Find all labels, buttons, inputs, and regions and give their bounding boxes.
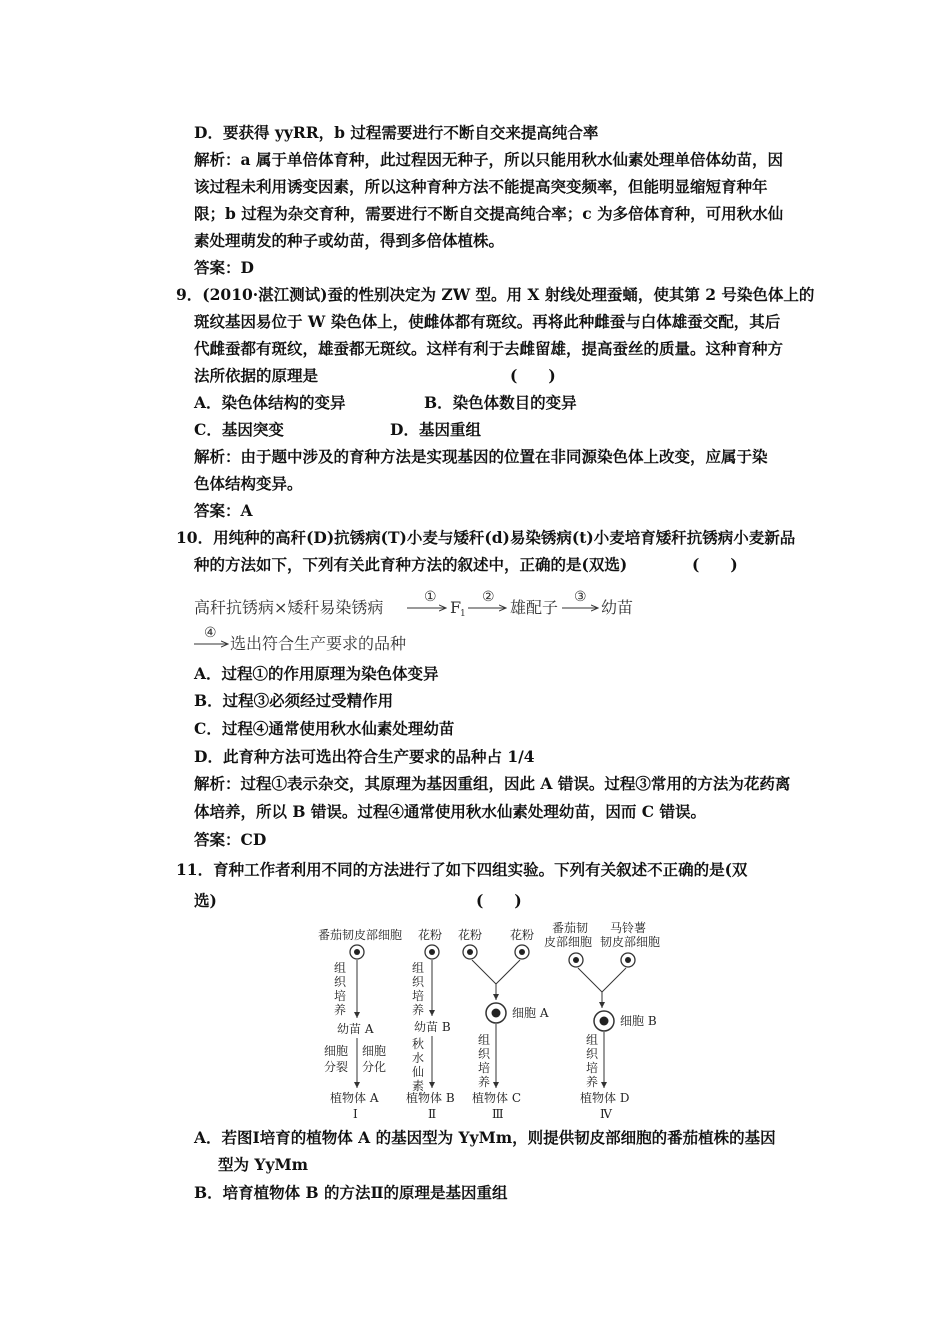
q9-answer: 答案：A xyxy=(194,501,253,520)
q11-option-b: B．培育植物体 B 的方法Ⅱ的原理是基因重组 xyxy=(194,1183,508,1202)
q9-explanation-line-2: 色体结构变异。 xyxy=(194,474,303,493)
g4-top-left-label-1: 番茄韧 xyxy=(552,921,589,935)
g3-step-char-1: 组 xyxy=(478,1033,491,1047)
g1-right-label-2: 分化 xyxy=(362,1060,387,1074)
g4-number: Ⅳ xyxy=(600,1107,612,1121)
q8-answer: 答案：D xyxy=(194,258,254,277)
q10-answer-parentheses: ( ) xyxy=(692,555,738,574)
q9-stem-line-4: 法所依据的原理是 xyxy=(194,366,319,385)
q9-stem-line-1: 9．(2010·湛江测试)蚕的性别决定为 ZW 型。用 X 射线处理蚕蛹，使其第 2 号染色体上的 xyxy=(176,285,815,304)
g1-step-char-2: 织 xyxy=(334,975,347,989)
q9-stem-line-2: 斑纹基因易位于 W 染色体上，使雌体都有斑纹。再将此种雌蚕与白体雄蚕交配，其后 xyxy=(194,312,781,331)
g2-treat-char-2: 水 xyxy=(412,1051,425,1065)
q9-answer-parentheses: ( ) xyxy=(510,366,556,385)
g3-step-char-3: 培 xyxy=(478,1061,491,1075)
g2-treat-char-1: 秋 xyxy=(412,1037,425,1051)
g1-left-label-1: 细胞 xyxy=(324,1044,349,1058)
flow-step-4: ④ xyxy=(204,625,217,641)
g3-bottom-label: 植物体 C xyxy=(472,1091,521,1105)
g4-top-right-label-2: 韧皮部细胞 xyxy=(600,935,661,949)
q9-option-a: A．染色体结构的变异 xyxy=(194,393,346,412)
q8-explanation-line-1: 解析：a 属于单倍体育种，此过程因无种子，所以只能用秋水仙素处理单倍体幼苗，因 xyxy=(194,150,783,169)
g2-top-label: 花粉 xyxy=(418,928,443,942)
g2-step-char-1: 组 xyxy=(412,961,425,975)
g1-top-label: 番茄韧皮部细胞 xyxy=(318,928,403,942)
g4-step-char-1: 组 xyxy=(586,1033,599,1047)
g1-bottom-label: 植物体 A xyxy=(330,1091,379,1105)
flow-select: 选出符合生产要求的品种 xyxy=(230,634,407,653)
g4-step-char-4: 养 xyxy=(586,1075,599,1089)
g2-treat-char-3: 仙 xyxy=(412,1065,425,1079)
q10-stem-line-1: 10．用纯种的高秆(D)抗锈病(T)小麦与矮秆(d)易染锈病(t)小麦培育矮秆抗锈病小麦新品 xyxy=(176,528,796,547)
q10-stem-line-2: 种的方法如下，下列有关此育种方法的叙述中，正确的是(双选) xyxy=(194,555,628,574)
q8-option-d: D．要获得 yyRR，b 过程需要进行不断自交来提高纯合率 xyxy=(194,123,599,142)
q8-explanation-line-4: 素处理萌发的种子或幼苗，得到多倍体植株。 xyxy=(194,231,505,250)
flow-step-2: ② xyxy=(482,589,495,605)
g4-step-char-3: 培 xyxy=(586,1061,599,1075)
flow-seedling: 幼苗 xyxy=(601,598,634,617)
q10-explanation-line-1: 解析：过程①表示杂交，其原理为基因重组，因此 A 错误。过程③常用的方法为花药离 xyxy=(194,774,791,793)
g4-top-right-label-1: 马铃薯 xyxy=(610,921,647,935)
q11-stem-line-1: 11．育种工作者利用不同的方法进行了如下四组实验。下列有关叙述不正确的是(双 xyxy=(176,860,748,879)
flow-gamete: 雄配子 xyxy=(510,598,559,617)
q9-stem-line-3: 代雌蚕都有斑纹，雄蚕都无斑纹。这样有利于去雌留雄，提高蚕丝的质量。这种育种方 xyxy=(194,339,784,358)
q9-option-d: D．基因重组 xyxy=(390,420,481,439)
g2-step-char-2: 织 xyxy=(412,975,425,989)
q8-explanation-line-2: 该过程未利用诱变因素，所以这种育种方法不能提高突变频率，但能明显缩短育种年 xyxy=(194,177,768,196)
g3-top-label-2: 花粉 xyxy=(510,928,535,942)
g4-cell-label: 细胞 B xyxy=(620,1014,657,1028)
g4-bottom-label: 植物体 D xyxy=(580,1091,630,1105)
q10-option-d: D．此育种方法可选出符合生产要求的品种占 1/4 xyxy=(194,747,535,766)
q10-option-a: A．过程①的作用原理为染色体变异 xyxy=(194,664,439,683)
g3-step-char-2: 织 xyxy=(478,1047,491,1061)
g1-step-char-1: 组 xyxy=(334,961,347,975)
q11-option-a-line-2: 型为 YyMm xyxy=(218,1155,309,1174)
g1-mid-label: 幼苗 A xyxy=(337,1022,374,1036)
g3-cell-label: 细胞 A xyxy=(512,1006,549,1020)
g4-step-char-2: 织 xyxy=(586,1047,599,1061)
flow-f1: F xyxy=(450,598,462,617)
q10-explanation-line-2: 体培养，所以 B 错误。过程④通常使用秋水仙素处理幼苗，因而 C 错误。 xyxy=(194,802,707,821)
q9-explanation-line-1: 解析：由于题中涉及的育种方法是实现基因的位置在非同源染色体上改变，应属于染 xyxy=(194,447,768,466)
q11-experiment-diagram xyxy=(310,920,680,1125)
g2-step-char-4: 养 xyxy=(412,1003,425,1017)
g1-step-char-3: 培 xyxy=(334,989,347,1003)
q11-option-a-line-1: A．若图Ⅰ培育的植物体 A 的基因型为 YyMm，则提供韧皮部细胞的番茄植株的基因 xyxy=(194,1128,776,1147)
q10-option-c: C．过程④通常使用秋水仙素处理幼苗 xyxy=(194,719,455,738)
g1-right-label-1: 细胞 xyxy=(362,1044,387,1058)
q10-option-b: B．过程③必须经过受精作用 xyxy=(194,691,394,710)
flow-step-1: ① xyxy=(424,589,437,605)
q11-stem-line-2: 选) xyxy=(194,891,217,910)
g2-step-char-3: 培 xyxy=(412,989,425,1003)
flow-f1-subscript: 1 xyxy=(460,609,466,619)
q11-answer-parentheses: ( ) xyxy=(476,891,522,910)
g2-number: Ⅱ xyxy=(428,1107,437,1121)
g2-bottom-label: 植物体 B xyxy=(406,1091,455,1105)
q10-answer: 答案：CD xyxy=(194,830,267,849)
g1-step-char-4: 养 xyxy=(334,1003,347,1017)
g4-top-left-label-2: 皮部细胞 xyxy=(544,935,593,949)
g1-number: Ⅰ xyxy=(353,1107,358,1121)
q9-option-c: C．基因突变 xyxy=(194,420,284,439)
q8-explanation-line-3: 限；b 过程为杂交育种，需要进行不断自交提高纯合率；c 为多倍体育种，可用秋水仙 xyxy=(194,204,784,223)
flow-parents: 高秆抗锈病×矮秆易染锈病 xyxy=(194,598,384,617)
g3-number: Ⅲ xyxy=(492,1107,504,1121)
g2-mid-label: 幼苗 B xyxy=(414,1020,451,1034)
flow-step-3: ③ xyxy=(574,589,587,605)
g3-step-char-4: 养 xyxy=(478,1075,491,1089)
g1-left-label-2: 分裂 xyxy=(324,1060,349,1074)
g2-treat-char-4: 素 xyxy=(412,1079,425,1093)
g3-top-label-1: 花粉 xyxy=(458,928,483,942)
q10-breeding-flow-diagram xyxy=(194,582,664,658)
q9-option-b: B．染色体数目的变异 xyxy=(424,393,577,412)
